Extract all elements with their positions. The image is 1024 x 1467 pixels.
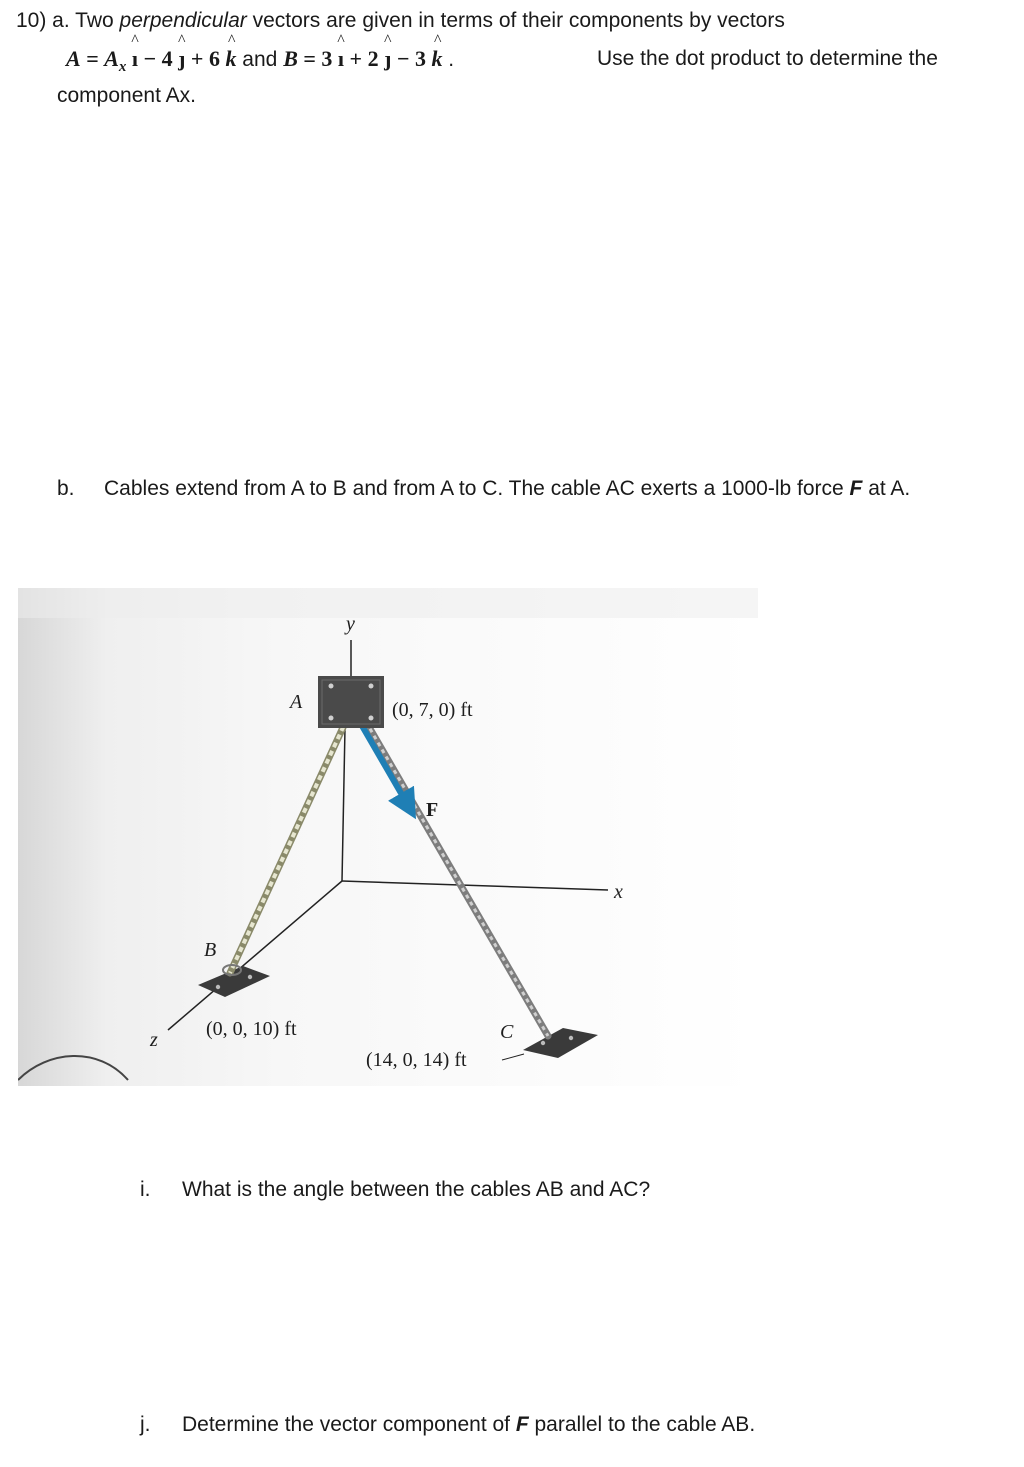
coord-b-label: (0, 0, 10) ft (206, 1018, 297, 1040)
question-i-text: What is the angle between the cables AB and AC? (182, 1178, 651, 1201)
and-word: and (236, 48, 284, 71)
perpendicular-word: perpendicular (119, 9, 247, 32)
coord-a-label: (0, 7, 0) ft (392, 699, 473, 721)
question-i-label: i. (140, 1178, 151, 1201)
point-c-label: C (500, 1021, 514, 1043)
problem-a-text: vectors are given in terms of their components by vectors (246, 9, 785, 32)
i-hat-2: ^ ı (338, 46, 344, 72)
vector-a-rest2: + 6 (185, 46, 226, 71)
point-a-label: A (290, 691, 303, 713)
period: . (442, 48, 455, 71)
problem-b-text-before: Cables extend from A to B and from A to C. The cable AC exerts a 1000-lb force (104, 477, 850, 500)
problem-b-label: b. (57, 477, 75, 500)
question-j-text-before: Determine the vector component of (182, 1413, 516, 1436)
plate-a (318, 676, 384, 728)
axis-z-label: z (150, 1029, 158, 1051)
ax-subscript: x (118, 59, 127, 76)
question-j-text-after: parallel to the cable AB. (528, 1413, 756, 1436)
j-hat-2: ^ ȷ (384, 46, 391, 72)
force-symbol-b: F (849, 477, 863, 500)
question-j-text (182, 1413, 755, 1437)
axis-x-label: x (614, 881, 623, 903)
coord-c-label: (14, 0, 14) ft (366, 1049, 467, 1071)
figure-background (18, 588, 758, 1086)
vector-b-name: B (283, 46, 298, 71)
problem-a-prefix: 10) a. Two (16, 9, 120, 32)
problem-a-continuation: component Ax. (57, 84, 196, 107)
cable-diagram (18, 588, 758, 1086)
question-j-label: j. (140, 1413, 151, 1436)
ax-symbol: A (104, 46, 119, 71)
vector-equation: $A = A_x$ ^ ı − 4 ^ ȷ + 6 ^ k and B = 3 ^ ı + 2 ^ ȷ − 3 ^ k . (66, 46, 454, 76)
force-symbol-j: F (515, 1413, 529, 1436)
k-hat-1: ^ k (225, 46, 236, 72)
k-hat-2: ^ k (431, 46, 442, 72)
problem-a-line1 (16, 9, 785, 33)
vector-b-part3: − 3 (391, 46, 432, 71)
vector-b-part2: + 2 (344, 46, 385, 71)
vector-a-name: A (66, 46, 81, 71)
vector-a-rest1: − 4 (138, 46, 179, 71)
problem-b-text (104, 477, 910, 501)
problem-a-instruction: Use the dot product to determine the (597, 47, 938, 70)
j-hat-1: ^ ȷ (178, 46, 185, 72)
i-hat-1: ^ ı (132, 46, 138, 72)
axis-y-label: y (346, 613, 355, 635)
point-b-label: B (204, 939, 217, 961)
vector-b-part1: = 3 (297, 46, 338, 71)
force-f-label: F (426, 799, 439, 821)
problem-b-text-after: at A. (862, 477, 911, 500)
